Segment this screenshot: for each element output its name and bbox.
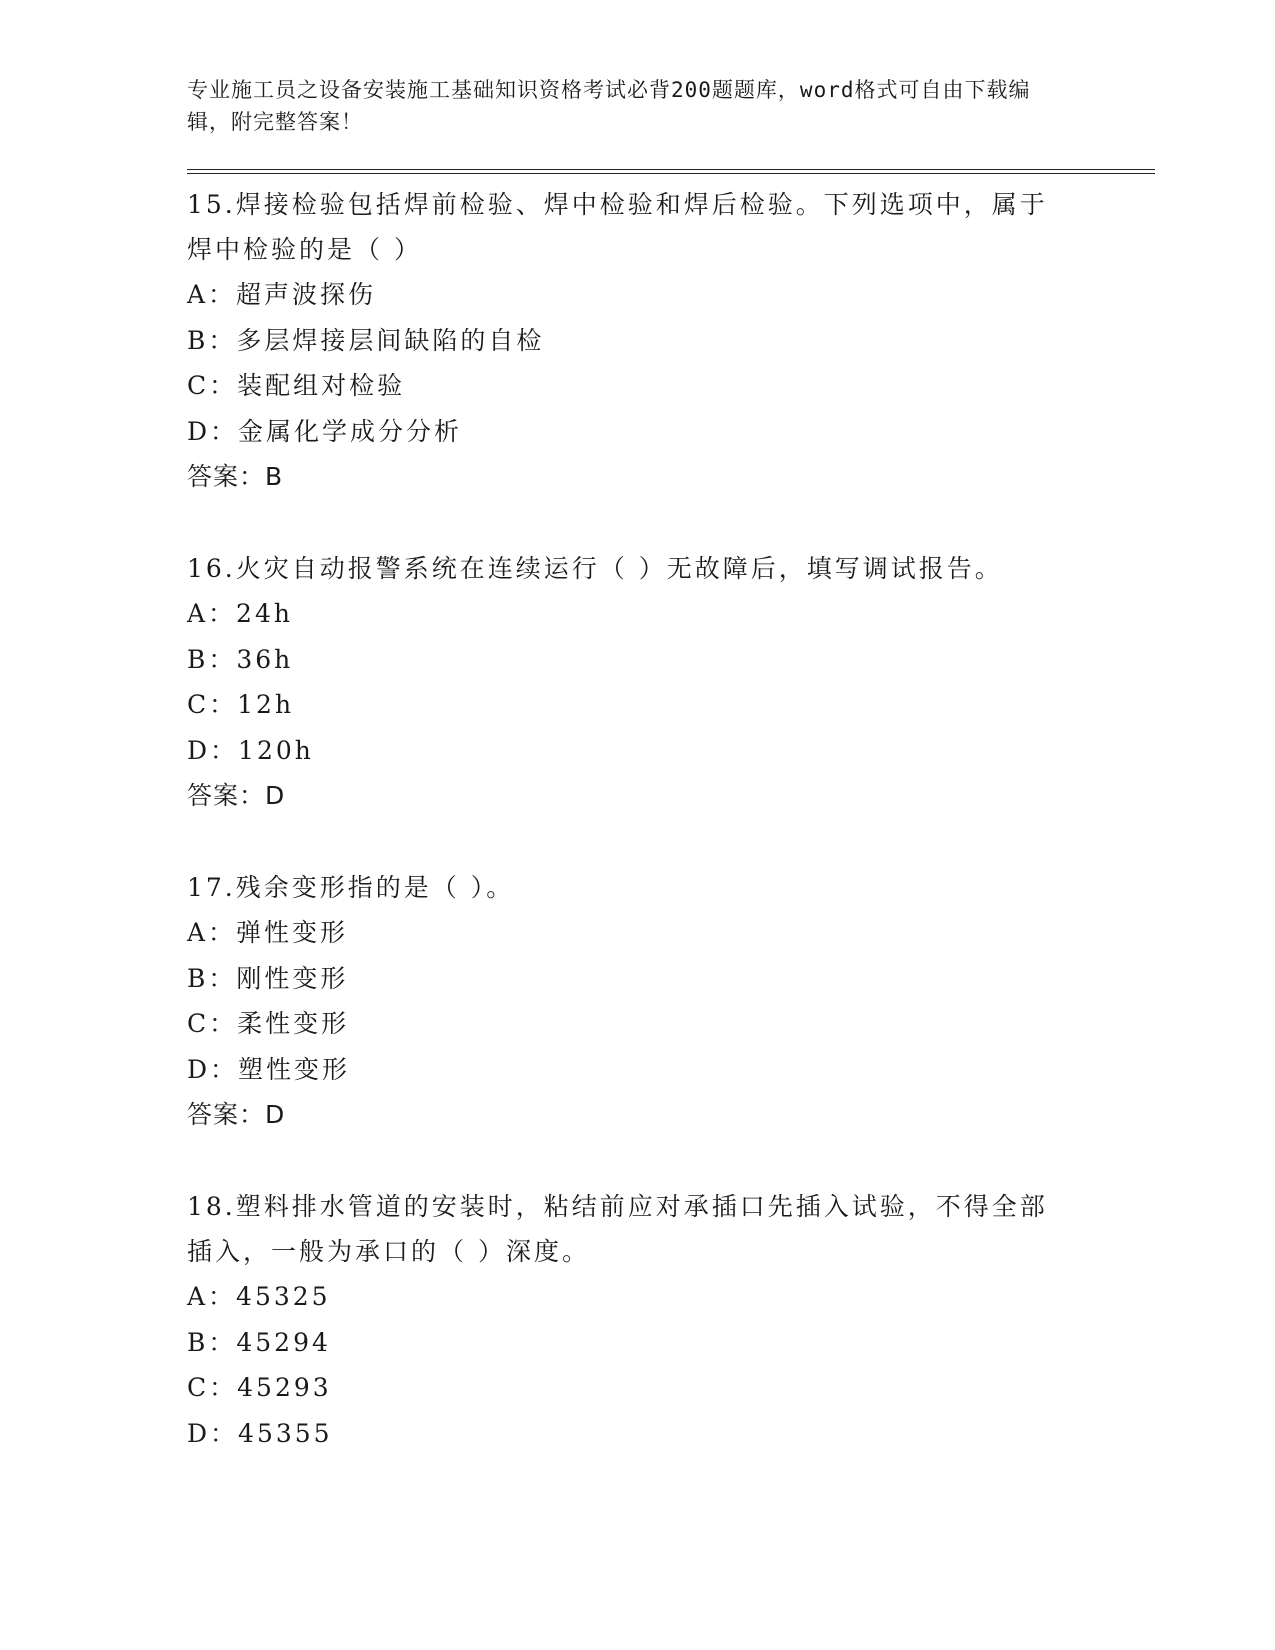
option-b: B：36h	[187, 644, 294, 674]
option-a: A：45325	[187, 1282, 331, 1311]
answer-text: 答案：D	[187, 781, 286, 810]
option-c: C：柔性变形	[187, 1009, 350, 1038]
option-a: A：超声波探伤	[187, 280, 377, 309]
option-c: C：45293	[187, 1373, 332, 1402]
question-stem: 16.火灾自动报警系统在连续运行（ ）无故障后，填写调试报告。	[187, 554, 1003, 583]
question-16	[187, 546, 1147, 818]
option-c: C：12h	[187, 690, 295, 719]
answer-text: 答案：B	[187, 462, 284, 491]
option-b: B：刚性变形	[187, 963, 349, 993]
document-page	[187, 74, 1147, 1456]
option-a: A：弹性变形	[187, 918, 349, 947]
question-stem: 18.塑料排水管道的安装时，粘结前应对承插口先插入试验，不得全部插入，一般为承口的（ ）深度。	[187, 1192, 1048, 1266]
option-b: B：多层焊接层间缺陷的自检	[187, 325, 545, 355]
option-b: B：45294	[187, 1327, 331, 1357]
question-stem: 15.焊接检验包括焊前检验、焊中检验和焊后检验。下列选项中，属于焊中检验的是（ ）	[187, 190, 1048, 264]
document-header: 专业施工员之设备安装施工基础知识资格考试必背200题题库，word格式可自由下载编辑，附完整答案！	[187, 78, 1031, 134]
option-d: D：塑性变形	[187, 1054, 351, 1084]
option-d: D：45355	[187, 1418, 333, 1448]
option-d: D：金属化学成分分析	[187, 416, 463, 446]
question-17	[187, 865, 1147, 1137]
option-d: D：120h	[187, 735, 314, 765]
question-15	[187, 182, 1147, 499]
option-c: C：装配组对检验	[187, 371, 406, 400]
answer-text: 答案：D	[187, 1100, 286, 1129]
option-a: A：24h	[187, 599, 293, 628]
question-18	[187, 1184, 1147, 1456]
question-stem: 17.残余变形指的是（ ）。	[187, 873, 515, 902]
header-divider	[187, 169, 1155, 174]
